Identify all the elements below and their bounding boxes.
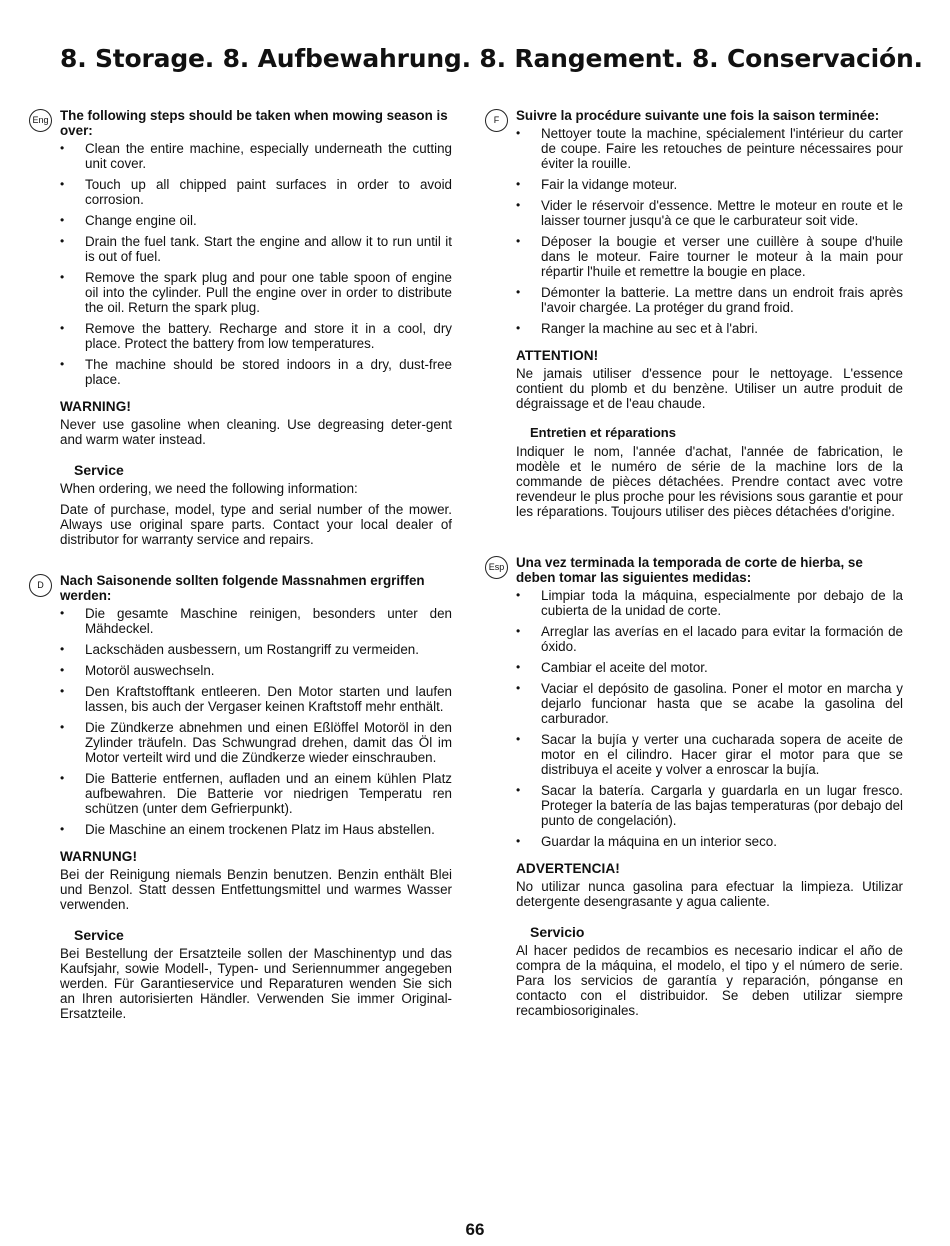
step-item: • Limpiar toda la máquina, especialmente por debajo de la cubierta de la unidad de corte. (516, 588, 903, 618)
step-item: • Nettoyer toute la machine, spécialement l'intérieur du carter de coupe. Faire les retouches de peinture nécessaires pour éviter la rouille. (516, 126, 903, 171)
step-item: • Die gesamte Maschine reinigen, besonders unter den Mähdeckel. (60, 606, 452, 636)
step-item: • Démonter la batterie. La mettre dans un endroit frais après l'avoir chargée. La protéger du grand froid. (516, 285, 903, 315)
warning-text: Ne jamais utiliser d'essence pour le nettoyage. L'essence contient du plomb et du benzène. Utiliser un autre produit de dégraissage et de l'eau chaude. (516, 366, 903, 411)
steps-list (60, 606, 452, 837)
section-intro: The following steps should be taken when mowing season is over: (60, 108, 448, 138)
service-title: Servicio (530, 924, 585, 940)
service-title: Service (74, 462, 124, 478)
step-item: • Clean the entire machine, especially underneath the cutting unit cover. (60, 141, 452, 171)
step-item: • Guardar la máquina en un interior seco. (516, 834, 903, 849)
step-item: • Arreglar las averías en el lacado para evitar la formación de óxido. (516, 624, 903, 654)
service-paragraph: Indiquer le nom, l'année d'achat, l'année de fabrication, le modèle et le numéro de série de la machine lors de la commande de pièces détachées. Prendre contact avec votre revendeur le plus proche pour les révisions sous garantie et pour les réparations. Toujours utiliser des pièces détachées d'origine. (516, 444, 903, 519)
service-title: Service (74, 927, 124, 943)
steps-list (516, 126, 903, 336)
step-item: • Sacar la bujía y verter una cucharada sopera de aceite de motor en el cilindro. Hacer girar el motor para que se distribuya el aceite y volver a enroscar la bujía. (516, 732, 903, 777)
language-badge-icon: Eng (29, 109, 52, 132)
left-column (32, 108, 452, 1027)
step-item: • The machine should be stored indoors in a dry, dust-free place. (60, 357, 452, 387)
step-item: • Remove the spark plug and pour one table spoon of engine oil into the cylinder. Pull the engine over in order to distribute the oil. Return the spark plug. (60, 270, 452, 315)
step-item: • Lackschäden ausbessern, um Rostangriff zu vermeiden. (60, 642, 452, 657)
warning-text: Bei der Reinigung niemals Benzin benutzen. Benzin enthält Blei und Benzol. Statt dessen Entfettungsmittel und warmes Wasser verwenden. (60, 867, 452, 912)
page-title: 8. Storage. 8. Aufbewahrung. 8. Rangement. 8. Conservación. (60, 44, 923, 73)
section-english (32, 108, 452, 547)
step-item: • Ranger la machine au sec et à l'abri. (516, 321, 903, 336)
step-item: • Vider le réservoir d'essence. Mettre le moteur en route et le laisser tourner jusqu'à ce que le carburateur soit vide. (516, 198, 903, 228)
section-intro: Nach Saisonende sollten folgende Massnahmen ergriffen werden: (60, 573, 425, 603)
section-intro: Una vez terminada la temporada de corte de hierba, se deben tomar las siguientes medidas: (516, 555, 863, 585)
warning-text: Never use gasoline when cleaning. Use degreasing deter-gent and warm water instead. (60, 417, 452, 447)
warning-title: WARNING! (60, 399, 132, 414)
step-item: • Vaciar el depósito de gasolina. Poner el motor en marcha y dejarlo funcionar hasta que se acabe la gasolina del carburador. (516, 681, 903, 726)
language-badge-icon: D (29, 574, 52, 597)
language-badge-icon: Esp (485, 556, 508, 579)
step-item: • Die Zündkerze abnehmen und einen Eßlöffel Motoröl in den Zylinder träufeln. Das Schwungrad drehen, damit das Öl im Motor verteilt wird und die Zündkerze wieder einschrauben. (60, 720, 452, 765)
step-item: • Cambiar el aceite del motor. (516, 660, 903, 675)
section-german (37, 573, 452, 1021)
step-item: • Die Batterie entfernen, aufladen und an einem kühlen Platz aufbewahren. Die Batterie vor niedrigen Temperatu ren schützen (unter dem Gefrierpunkt). (60, 771, 452, 816)
service-paragraph: Date of purchase, model, type and serial number of the mower. Always use original spare parts. Contact your local dealer of distributor for warranty service and repairs. (60, 502, 452, 547)
section-french (493, 108, 903, 519)
service-title: Entretien et réparations (530, 425, 676, 440)
step-item: • Sacar la batería. Cargarla y guardarla en un lugar fresco. Proteger la batería de las bajas temperaturas (por debajo del punto de congelación). (516, 783, 903, 828)
service-paragraph: Bei Bestellung der Ersatzteile sollen der Maschinentyp und das Kaufsjahr, sowie Modell-, Typen- und Seriennummer angegeben werden. Für Garantieservice und Reparaturen wenden Sie sich an Ihren autorisierten Händler. Verwenden Sie immer Original-Ersatzteile. (60, 946, 452, 1021)
step-item: • Drain the fuel tank. Start the engine and allow it to run until it is out of fuel. (60, 234, 452, 264)
section-intro: Suivre la procédure suivante une fois la saison terminée: (516, 108, 880, 123)
section-spanish (488, 555, 903, 1018)
step-item: • Remove the battery. Recharge and store it in a cool, dry place. Protect the battery from low temperatures. (60, 321, 452, 351)
steps-list (516, 588, 903, 849)
right-column (488, 108, 903, 1024)
step-item: • Die Maschine an einem trockenen Platz im Haus abstellen. (60, 822, 452, 837)
warning-title: WARNUNG! (60, 849, 138, 864)
step-item: • Déposer la bougie et verser une cuillère à soupe d'huile dans le moteur. Faire tourner le moteur à la main pour répartir l'huile et remettre la bougie en place. (516, 234, 903, 279)
steps-list (60, 141, 452, 387)
step-item: • Motoröl auswechseln. (60, 663, 452, 678)
warning-title: ADVERTENCIA! (516, 861, 620, 876)
warning-text: No utilizar nunca gasolina para efectuar la limpieza. Utilizar detergente desengrasante y agua caliente. (516, 879, 903, 909)
service-paragraph: Al hacer pedidos de recambios es necesario indicar el año de compra de la máquina, el modelo, el tipo y el número de serie. Para los servicios de garantía y reparación, pónganse en contacto con el distribuidor. Se deben utilizar siempre recambiosoriginales. (516, 943, 903, 1018)
step-item: • Fair la vidange moteur. (516, 177, 903, 192)
warning-title: ATTENTION! (516, 348, 599, 363)
step-item: • Den Kraftstofftank entleeren. Den Motor starten und laufen lassen, bis auch der Vergaser keinen Kraftstoff mehr enthält. (60, 684, 452, 714)
step-item: • Change engine oil. (60, 213, 452, 228)
service-paragraph: When ordering, we need the following information: (60, 481, 358, 496)
page-number: 66 (465, 1220, 485, 1239)
step-item: • Touch up all chipped paint surfaces in order to avoid corrosion. (60, 177, 452, 207)
language-badge-icon: F (485, 109, 508, 132)
